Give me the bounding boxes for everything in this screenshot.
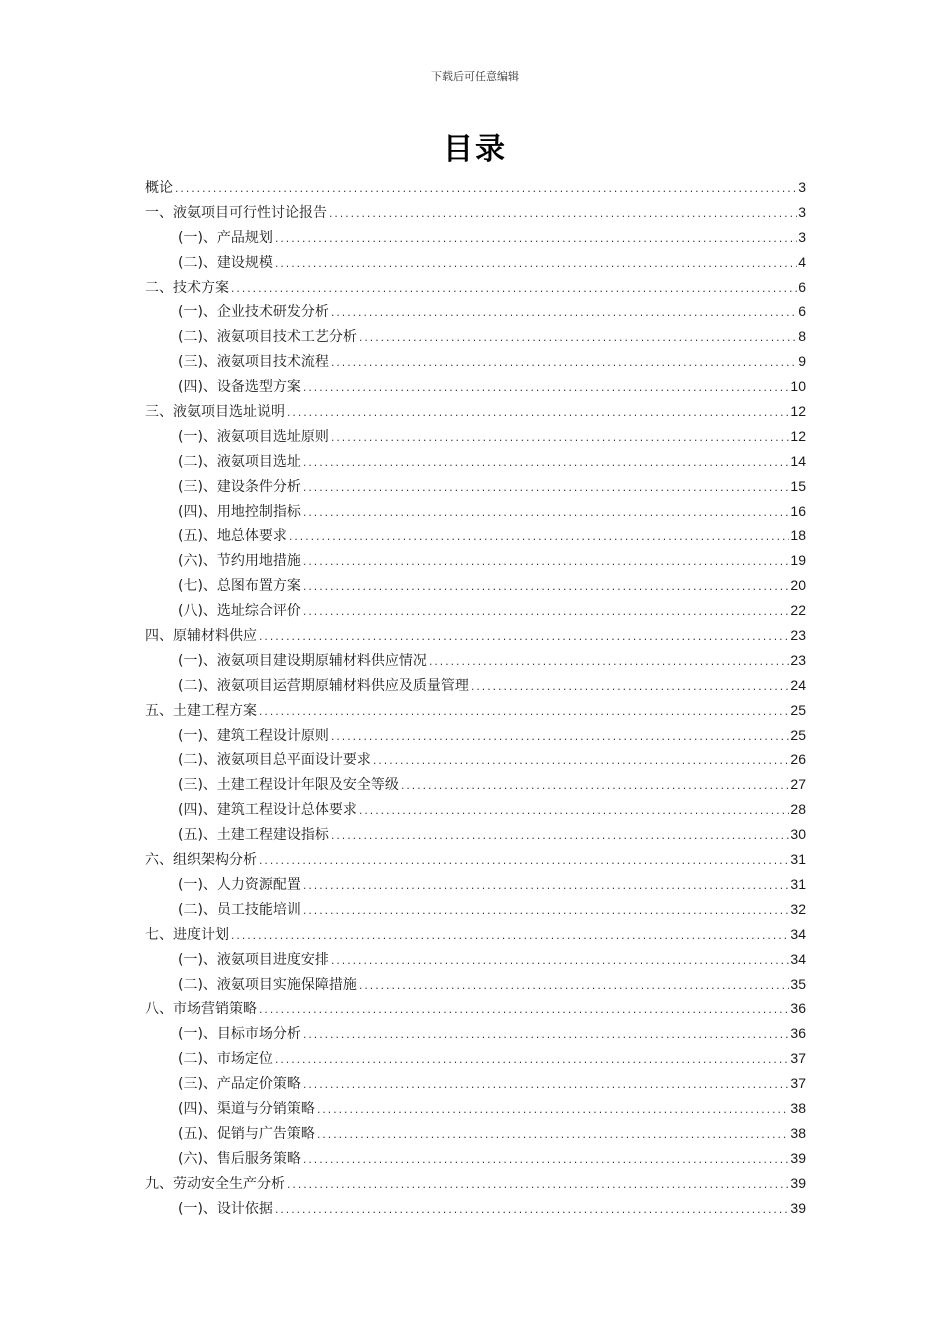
toc-dot-leader [330, 352, 797, 377]
toc-entry-title: (一)、液氨项目建设期原辅材料供应情况 [178, 652, 427, 669]
toc-entry-title: (一)、液氨项目进度安排 [178, 951, 329, 968]
toc-page-number: 34 [790, 950, 806, 967]
toc-dot-leader [286, 402, 789, 427]
toc-entry-title: (二)、员工技能培训 [178, 901, 301, 918]
toc-page-number: 39 [790, 1149, 806, 1166]
toc-page-number: 39 [790, 1199, 806, 1216]
toc-chapter-entry[interactable] [145, 175, 806, 200]
toc-section-entry[interactable] [145, 573, 806, 598]
toc-page-number: 12 [790, 427, 806, 444]
toc-dot-leader [230, 925, 789, 950]
toc-dot-leader [302, 576, 789, 601]
toc-entry-title: (八)、选址综合评价 [178, 603, 301, 620]
toc-dot-leader [174, 178, 797, 203]
toc-chapter-entry[interactable] [145, 623, 806, 648]
toc-entry-title: (五)、地总体要求 [178, 528, 287, 545]
toc-dot-leader [286, 1174, 789, 1199]
toc-dot-leader [316, 1124, 789, 1149]
toc-entry-title: 八、市场营销策略 [145, 1001, 257, 1018]
toc-dot-leader [274, 1049, 789, 1074]
toc-dot-leader [372, 750, 789, 775]
toc-page-number: 3 [798, 179, 806, 195]
toc-section-entry[interactable] [145, 1021, 806, 1046]
toc-entry-title: (二)、液氨项目技术工艺分析 [178, 329, 357, 346]
toc-dot-leader [302, 1149, 789, 1174]
toc-section-entry[interactable] [145, 1121, 806, 1146]
toc-section-entry[interactable] [145, 374, 806, 399]
toc-dot-leader [358, 975, 789, 1000]
toc-chapter-entry[interactable] [145, 399, 806, 424]
toc-chapter-entry[interactable] [145, 698, 806, 723]
toc-section-entry[interactable] [145, 648, 806, 673]
toc-section-entry[interactable] [145, 225, 806, 250]
toc-section-entry[interactable] [145, 449, 806, 474]
toc-entry-title: 五、土建工程方案 [145, 702, 257, 719]
toc-page-number: 10 [790, 378, 806, 395]
toc-chapter-entry[interactable] [145, 996, 806, 1021]
toc-section-entry[interactable] [145, 872, 806, 897]
table-of-contents [145, 175, 806, 1220]
toc-page-number: 16 [790, 502, 806, 519]
toc-dot-leader [258, 999, 789, 1024]
toc-page-number: 28 [790, 801, 806, 818]
toc-dot-leader [274, 228, 797, 253]
toc-entry-title: (五)、土建工程建设指标 [178, 827, 329, 844]
toc-page-number: 38 [790, 1124, 806, 1141]
toc-dot-leader [358, 800, 789, 825]
toc-page-number: 35 [790, 975, 806, 992]
toc-dot-leader [258, 626, 789, 651]
toc-dot-leader [316, 1099, 789, 1124]
toc-entry-title: (二)、液氨项目总平面设计要求 [178, 752, 371, 769]
toc-entry-title: (三)、液氨项目技术流程 [178, 354, 329, 371]
toc-page-number: 8 [798, 328, 806, 345]
toc-section-entry[interactable] [145, 474, 806, 499]
toc-entry-title: (一)、企业技术研发分析 [178, 304, 329, 321]
toc-dot-leader [330, 427, 789, 452]
toc-dot-leader [428, 651, 789, 676]
toc-dot-leader [302, 452, 789, 477]
toc-entry-title: 九、劳动安全生产分析 [145, 1175, 285, 1192]
toc-entry-title: 概论 [145, 180, 173, 196]
toc-page-number: 4 [798, 253, 806, 270]
toc-page-number: 22 [790, 602, 806, 619]
toc-page-number: 3 [798, 228, 806, 245]
page-header-note: 下载后可任意编辑 [431, 70, 519, 83]
toc-page-number: 15 [790, 477, 806, 494]
toc-entry-title: 六、组织架构分析 [145, 852, 257, 869]
toc-page-number: 25 [790, 701, 806, 718]
toc-page-number: 12 [790, 403, 806, 420]
toc-page-number: 36 [790, 1025, 806, 1042]
toc-page-number: 23 [790, 627, 806, 644]
toc-dot-leader [302, 601, 789, 626]
toc-entry-title: (一)、产品规划 [178, 229, 273, 246]
toc-dot-leader [302, 502, 789, 527]
toc-chapter-entry[interactable] [145, 200, 806, 225]
toc-dot-leader [230, 278, 797, 303]
toc-entry-title: 一、液氨项目可行性讨论报告 [145, 204, 327, 221]
toc-entry-title: (三)、产品定价策略 [178, 1076, 301, 1093]
toc-section-entry[interactable] [145, 897, 806, 922]
toc-page-number: 3 [798, 203, 806, 220]
toc-dot-leader [274, 253, 797, 278]
toc-dot-leader [358, 327, 797, 352]
toc-entry-title: (一)、人力资源配置 [178, 876, 301, 893]
toc-page-number: 23 [790, 651, 806, 668]
toc-section-entry[interactable] [145, 822, 806, 847]
toc-section-entry[interactable] [145, 250, 806, 275]
toc-entry-title: 二、技术方案 [145, 279, 229, 296]
toc-entry-title: (二)、市场定位 [178, 1051, 273, 1068]
toc-section-entry[interactable] [145, 1096, 806, 1121]
toc-page-number: 24 [790, 676, 806, 693]
toc-entry-title: 三、液氨项目选址说明 [145, 404, 285, 421]
toc-dot-leader [330, 825, 789, 850]
toc-entry-title: (三)、建设条件分析 [178, 478, 301, 495]
toc-dot-leader [470, 676, 789, 701]
toc-page-number: 32 [790, 900, 806, 917]
toc-entry-title: (四)、用地控制指标 [178, 503, 301, 520]
toc-section-entry[interactable] [145, 598, 806, 623]
toc-page-number: 31 [790, 875, 806, 892]
toc-page-number: 30 [790, 826, 806, 843]
toc-dot-leader [328, 203, 797, 228]
toc-section-entry[interactable] [145, 299, 806, 324]
toc-page-number: 26 [790, 751, 806, 768]
toc-dot-leader [330, 726, 789, 751]
page-title: 目录 [443, 132, 507, 167]
toc-section-entry[interactable] [145, 499, 806, 524]
toc-section-entry[interactable] [145, 548, 806, 573]
toc-chapter-entry[interactable] [145, 1171, 806, 1196]
toc-entry-title: (四)、设备选型方案 [178, 379, 301, 396]
toc-dot-leader [302, 875, 789, 900]
toc-page-number: 37 [790, 1050, 806, 1067]
toc-chapter-entry[interactable] [145, 922, 806, 947]
toc-dot-leader [302, 1074, 789, 1099]
toc-page-number: 34 [790, 925, 806, 942]
toc-entry-title: (一)、目标市场分析 [178, 1026, 301, 1043]
toc-entry-title: (四)、渠道与分销策略 [178, 1100, 315, 1117]
toc-section-entry[interactable] [145, 523, 806, 548]
toc-page-number: 18 [790, 527, 806, 544]
toc-page-number: 6 [798, 303, 806, 320]
toc-section-entry[interactable] [145, 1196, 806, 1221]
toc-page-number: 39 [790, 1174, 806, 1191]
toc-entry-title: 七、进度计划 [145, 926, 229, 943]
toc-dot-leader [302, 551, 789, 576]
toc-entry-title: (七)、总图布置方案 [178, 578, 301, 595]
toc-section-entry[interactable] [145, 349, 806, 374]
toc-section-entry[interactable] [145, 747, 806, 772]
toc-page-number: 37 [790, 1075, 806, 1092]
toc-page-number: 25 [790, 726, 806, 743]
toc-dot-leader [302, 377, 789, 402]
toc-section-entry[interactable] [145, 947, 806, 972]
toc-entry-title: (一)、液氨项目选址原则 [178, 428, 329, 445]
toc-section-entry[interactable] [145, 972, 806, 997]
toc-section-entry[interactable] [145, 723, 806, 748]
toc-entry-title: (五)、促销与广告策略 [178, 1125, 315, 1142]
toc-section-entry[interactable] [145, 797, 806, 822]
toc-entry-title: (六)、节约用地措施 [178, 553, 301, 570]
toc-page-number: 31 [790, 851, 806, 868]
toc-page-number: 36 [790, 1000, 806, 1017]
toc-section-entry[interactable] [145, 1046, 806, 1071]
toc-section-entry[interactable] [145, 1071, 806, 1096]
toc-dot-leader [302, 900, 789, 925]
toc-dot-leader [258, 701, 789, 726]
toc-section-entry[interactable] [145, 772, 806, 797]
toc-section-entry[interactable] [145, 1146, 806, 1171]
toc-section-entry[interactable] [145, 673, 806, 698]
toc-dot-leader [274, 1199, 789, 1224]
toc-dot-leader [302, 477, 789, 502]
toc-dot-leader [258, 850, 789, 875]
toc-page-number: 14 [790, 452, 806, 469]
toc-section-entry[interactable] [145, 324, 806, 349]
toc-entry-title: 四、原辅材料供应 [145, 628, 257, 645]
toc-entry-title: (六)、售后服务策略 [178, 1150, 301, 1167]
toc-page-number: 19 [790, 552, 806, 569]
toc-section-entry[interactable] [145, 424, 806, 449]
toc-chapter-entry[interactable] [145, 847, 806, 872]
toc-page-number: 9 [798, 353, 806, 370]
toc-page-number: 38 [790, 1099, 806, 1116]
toc-page-number: 6 [798, 278, 806, 295]
toc-entry-title: (一)、设计依据 [178, 1200, 273, 1217]
toc-entry-title: (二)、液氨项目选址 [178, 453, 301, 470]
toc-page-number: 27 [790, 776, 806, 793]
toc-dot-leader [302, 1024, 789, 1049]
toc-dot-leader [330, 302, 797, 327]
toc-entry-title: (二)、液氨项目运营期原辅材料供应及质量管理 [178, 677, 469, 694]
toc-entry-title: (四)、建筑工程设计总体要求 [178, 802, 357, 819]
toc-chapter-entry[interactable] [145, 275, 806, 300]
toc-entry-title: (二)、液氨项目实施保障措施 [178, 976, 357, 993]
toc-entry-title: (三)、土建工程设计年限及安全等级 [178, 777, 399, 794]
toc-dot-leader [400, 775, 789, 800]
toc-dot-leader [288, 526, 789, 551]
toc-page-number: 20 [790, 577, 806, 594]
toc-dot-leader [330, 950, 789, 975]
toc-entry-title: (一)、建筑工程设计原则 [178, 727, 329, 744]
toc-entry-title: (二)、建设规模 [178, 254, 273, 271]
